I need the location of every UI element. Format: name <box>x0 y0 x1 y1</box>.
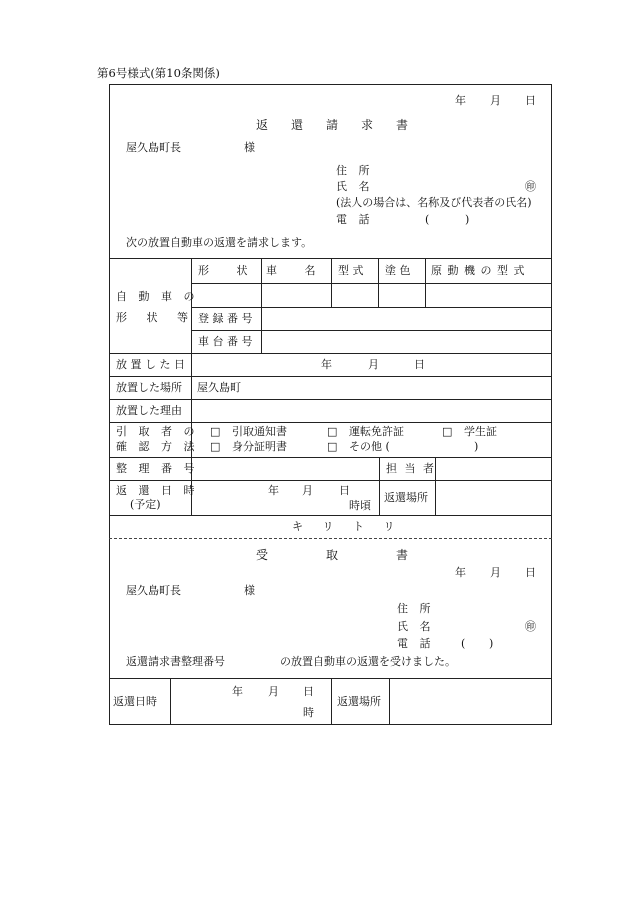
receipt-return-day: 日 <box>303 685 314 698</box>
receipt-addressee: 屋久島町長 <box>126 584 181 597</box>
rule-vehicle-values <box>191 307 552 308</box>
rule-receipt-place-left <box>331 678 332 725</box>
request-phone-label: 電 話 <box>336 213 374 226</box>
receipt-date-day: 日 <box>525 566 536 579</box>
receipt-phone-label: 電 話 <box>397 637 435 650</box>
return-place-label: 返還場所 <box>384 491 428 504</box>
request-title-char-1: 返 <box>256 118 269 132</box>
request-title-char-3: 請 <box>326 118 339 132</box>
request-seal-mark: ㊞ <box>525 180 536 193</box>
receipt-title-char-1: 受 <box>256 548 269 562</box>
receipt-honorific: 様 <box>244 584 255 597</box>
request-date-year: 年 <box>455 94 466 107</box>
return-month: 月 <box>302 484 313 497</box>
abandon-place-label: 放置した場所 <box>116 381 182 394</box>
opt-student-label: 学生証 <box>464 425 497 438</box>
vehicle-col-name: 車 名 <box>266 264 328 277</box>
rule-vehicle-name-col <box>331 258 332 307</box>
request-phone-paren-close: ) <box>465 213 470 226</box>
receipt-return-year: 年 <box>232 685 243 698</box>
rule-officer-left <box>379 457 380 515</box>
rule-vehicle-paint-col <box>425 258 426 307</box>
verify-label-2: 確 認 方 法 <box>116 440 199 453</box>
request-title-char-4: 求 <box>361 118 374 132</box>
cut-dashed-line <box>109 538 552 539</box>
checkbox-other[interactable]: □ <box>327 440 338 453</box>
rule-return-top <box>109 480 552 481</box>
rule-vehicle-shape-col <box>261 258 262 353</box>
abandon-date-label: 放 置 し た 日 <box>116 358 185 371</box>
receipt-phone-paren-close: ) <box>489 637 494 650</box>
vehicle-section-label-2: 形 状 等 <box>116 311 196 324</box>
return-day: 日 <box>339 484 350 497</box>
return-year: 年 <box>268 484 279 497</box>
request-date-day: 日 <box>525 94 536 107</box>
vehicle-reg-number-label: 登 録 番 号 <box>198 312 253 325</box>
rule-receipt-label-col <box>170 678 171 725</box>
rule-abandon-date-top <box>109 353 552 354</box>
receipt-return-month: 月 <box>268 685 279 698</box>
form-number-label: 第6号様式(第10条関係) <box>97 66 220 80</box>
vehicle-col-shape: 形 状 <box>198 264 260 277</box>
rule-vehicle-reg <box>191 330 552 331</box>
abandon-place-value: 屋久島町 <box>197 381 241 394</box>
request-date-month: 月 <box>490 94 501 107</box>
receipt-address-label: 住 所 <box>397 602 435 615</box>
vehicle-section-label-1: 自 動 車 の <box>116 290 199 303</box>
receipt-return-place-label: 返還場所 <box>337 695 381 708</box>
receipt-date-month: 月 <box>490 566 501 579</box>
rule-ref-top <box>109 457 552 458</box>
abandon-date-day: 日 <box>414 358 425 371</box>
return-time: 時頃 <box>349 499 371 512</box>
request-title-char-5: 書 <box>396 118 409 132</box>
ref-number-label: 整 理 番 号 <box>116 462 199 475</box>
rule-verify-top <box>109 422 552 423</box>
opt-other-label: その他 ( <box>349 440 390 453</box>
abandon-date-month: 月 <box>368 358 379 371</box>
request-statement: 次の放置自動車の返還を請求します。 <box>126 236 313 249</box>
receipt-phone-paren-open: ( <box>461 637 466 650</box>
request-phone-paren-open: ( <box>425 213 430 226</box>
return-datetime-label: 返 還 日 時 <box>116 484 199 497</box>
rule-receipt-place-right <box>389 678 390 725</box>
abandon-date-year: 年 <box>321 358 332 371</box>
receipt-statement: の放置自動車の返還を受けました。 <box>280 655 456 668</box>
request-name-label: 氏 名 <box>336 180 374 193</box>
request-honorific: 様 <box>244 141 255 154</box>
request-addressee: 屋久島町長 <box>126 141 181 154</box>
abandon-reason-label: 放置した理由 <box>116 404 182 417</box>
rule-return-bottom <box>109 515 552 516</box>
opt-id-label: 身分証明書 <box>232 440 287 453</box>
rule-abandon-place-top <box>109 376 552 377</box>
request-address-label: 住 所 <box>336 164 374 177</box>
receipt-return-time: 時 <box>303 706 314 719</box>
rule-vehicle-header <box>191 283 552 284</box>
receipt-title-char-2: 取 <box>326 548 339 562</box>
receipt-name-label: 氏 名 <box>397 620 435 633</box>
checkbox-notice[interactable]: □ <box>210 425 221 438</box>
officer-label: 担 当 者 <box>386 462 436 475</box>
receipt-ref-label: 返還請求書整理番号 <box>126 655 225 668</box>
vehicle-col-paint: 塗 色 <box>385 264 411 277</box>
cut-here-label: キ リ ト リ <box>292 520 403 533</box>
checkbox-license[interactable]: □ <box>327 425 338 438</box>
vehicle-col-model: 型 式 <box>338 264 364 277</box>
opt-other-close: ) <box>474 440 479 453</box>
rule-vehicle-model-col <box>378 258 379 307</box>
receipt-return-dt-label: 返還日時 <box>113 695 157 708</box>
return-datetime-sublabel: (予定) <box>130 498 161 511</box>
request-corp-note: (法人の場合は、名称及び代表者の氏名) <box>336 196 532 209</box>
request-title-char-2: 還 <box>291 118 304 132</box>
checkbox-id[interactable]: □ <box>210 440 221 453</box>
receipt-seal-mark: ㊞ <box>525 620 536 633</box>
opt-notice-label: 引取通知書 <box>232 425 287 438</box>
receipt-title-char-3: 書 <box>396 548 409 562</box>
vehicle-col-engine-model: 原 動 機 の 型 式 <box>431 264 526 277</box>
checkbox-student[interactable]: □ <box>442 425 453 438</box>
verify-label-1: 引 取 者 の <box>116 425 199 438</box>
opt-license-label: 運転免許証 <box>349 425 404 438</box>
rule-abandon-reason-top <box>109 399 552 400</box>
vehicle-chassis-number-label: 車 台 番 号 <box>198 335 253 348</box>
receipt-date-year: 年 <box>455 566 466 579</box>
